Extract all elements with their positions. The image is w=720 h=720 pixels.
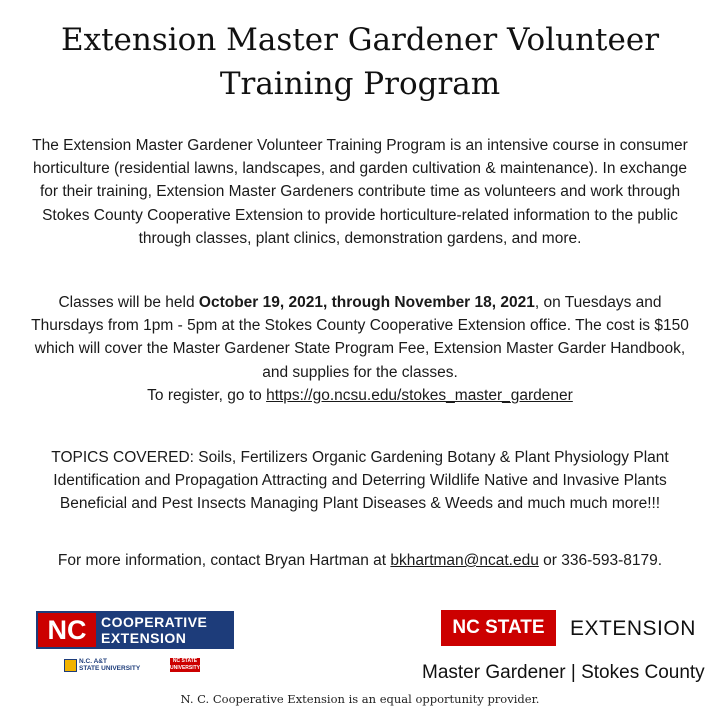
register-prefix: To register, go to xyxy=(147,386,267,404)
page-title xyxy=(0,18,720,106)
cooperative-word: COOPERATIVE xyxy=(101,614,208,630)
contact-email-link[interactable]: bkhartman@ncat.edu xyxy=(390,552,539,569)
contact-suffix: or 336-593-8179. xyxy=(538,552,663,569)
extension-word-small: EXTENSION xyxy=(101,630,187,646)
ncat-wordmark xyxy=(79,658,140,672)
ncat-emblem-icon xyxy=(64,659,77,672)
ncsu-small-logo xyxy=(170,658,200,672)
classes-paragraph xyxy=(22,291,698,407)
nc-logo-mark: NC xyxy=(38,613,96,647)
equal-opportunity-footer: N. C. Cooperative Extension is an equal opportunity provider. xyxy=(180,692,540,706)
contact-paragraph xyxy=(22,549,698,572)
classes-dates: October 19, 2021, through November 18, 2021 xyxy=(198,294,535,311)
ncat-line-1: N.C. A&T xyxy=(79,658,107,665)
nc-cooperative-extension-logo xyxy=(36,611,234,649)
title-line-2: Training Program xyxy=(219,66,501,102)
ncat-line-2: STATE UNIVERSITY xyxy=(79,665,141,672)
cooperative-extension-wordmark xyxy=(96,613,232,647)
topics-paragraph: TOPICS COVERED: Soils, Fertilizers Organic Gardening Botany & Plant Physiology Plant Identification and Propagation Attracting and Deterring Wildlife Native and Invasive Plants Beneficial and Pest Insects Managing Plant Diseases & Weeds and much much more!!! xyxy=(51,449,669,513)
ncsu-small-line-2: UNIVERSITY xyxy=(170,665,201,671)
ncat-logo xyxy=(64,658,140,672)
title-line-1: Extension Master Gardener Volunteer xyxy=(60,22,660,58)
master-gardener-stokes-county: Master Gardener | Stokes County xyxy=(422,662,705,683)
nc-state-logo-box: NC STATE xyxy=(441,610,556,646)
nc-state-extension-word: EXTENSION xyxy=(570,617,696,640)
ncsu-small-line-1: NC STATE xyxy=(172,658,198,664)
classes-suffix: , on Tuesdays and Thursdays from 1pm - 5pm at the Stokes County Cooperative Extension office. The cost is $150 which will cover the Master Gardener State Program Fee, Extension Master Garder Handbook, and supplies for the classes. xyxy=(31,294,689,381)
contact-prefix: For more information, contact Bryan Hartman at xyxy=(57,552,391,569)
classes-prefix: Classes will be held xyxy=(58,294,199,311)
intro-paragraph: The Extension Master Gardener Volunteer Training Program is an intensive course in consumer horticulture (residential lawns, landscapes, and garden cultivation & maintenance). In exchange for their training, Extension Master Gardeners contribute time as volunteers and work through Stokes County Cooperative Extension to provide horticulture-related information to the public through classes, plant clinics, demonstration gardens, and more. xyxy=(32,137,688,247)
register-link[interactable]: https://go.ncsu.edu/stokes_master_gardener xyxy=(266,386,573,404)
